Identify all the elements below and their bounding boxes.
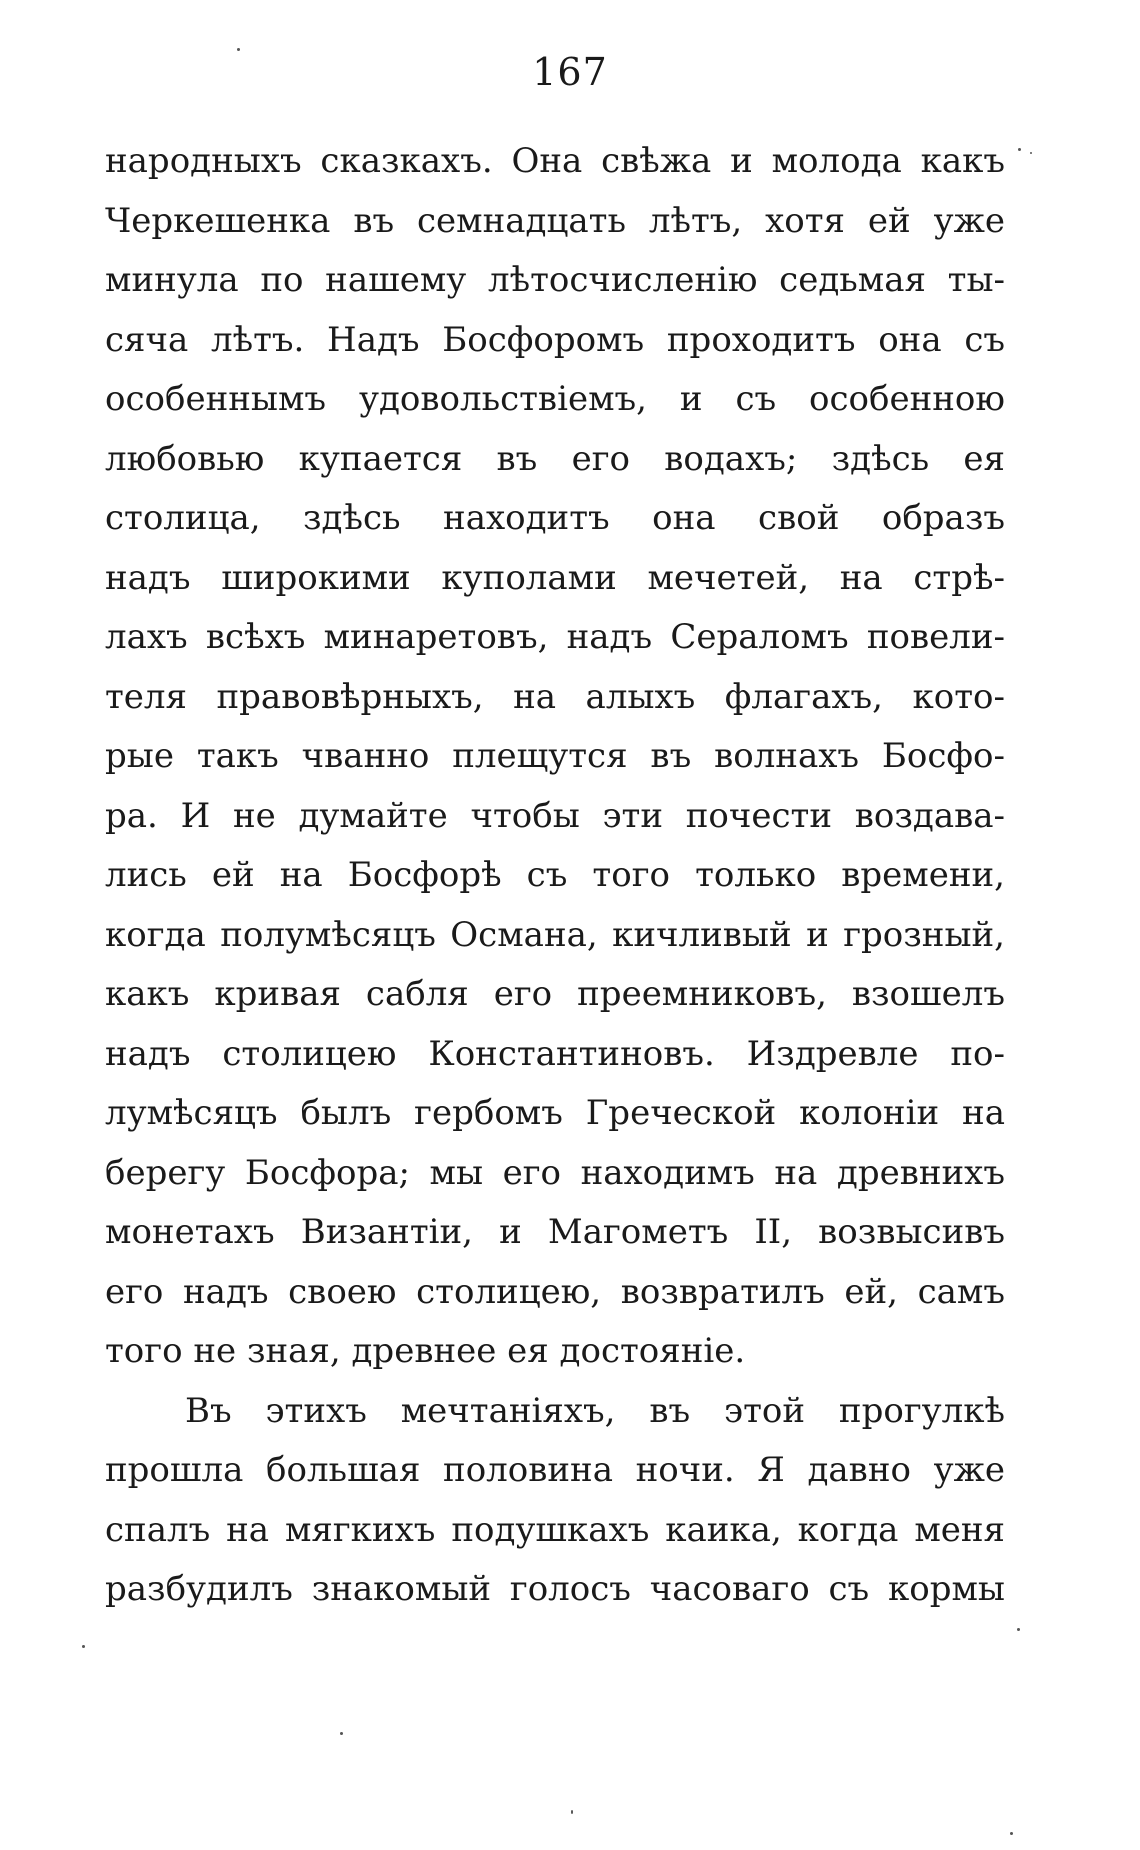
scan-speck: [571, 1810, 573, 1814]
scan-speck: [1030, 152, 1032, 154]
text-line: лись ей на Босфорѣ съ того только времени,: [105, 855, 1005, 895]
text-line: ра. И не думайте чтобы эти почести воздава-: [105, 795, 1005, 836]
text-line: столица, здѣсь находитъ она свой образъ: [105, 498, 1005, 538]
text-line: спалъ на мягкихъ подушкахъ каика, когда меня: [105, 1509, 1005, 1550]
body-text: [105, 132, 1005, 1620]
text-line: монетахъ Византіи, и Магометъ II, возвысивъ: [105, 1212, 1005, 1252]
text-line: рые такъ чванно плещутся въ волнахъ Босфо-: [105, 736, 1005, 776]
text-line: Въ этихъ мечтаніяхъ, въ этой прогулкѣ: [185, 1390, 1005, 1431]
scan-speck: [82, 1645, 85, 1648]
page-number: 167: [532, 50, 608, 94]
scan-speck: [1018, 148, 1021, 151]
text-line: берегу Босфора; мы его находимъ на древнихъ: [105, 1152, 1005, 1193]
text-line: Черкешенка въ семнадцать лѣтъ, хотя ей уже: [105, 200, 1005, 241]
text-line: минула по нашему лѣтосчисленію седьмая ты-: [105, 260, 1005, 300]
scan-speck: [340, 1732, 343, 1735]
scan-speck: [1010, 1832, 1013, 1835]
text-line: надъ столицею Константиновъ. Издревле по-: [105, 1033, 1005, 1074]
text-line: какъ кривая сабля его преемниковъ, взошелъ: [105, 974, 1005, 1014]
text-line: сяча лѣтъ. Надъ Босфоромъ проходитъ она съ: [105, 319, 1005, 360]
scan-speck: [237, 48, 240, 51]
text-line: прошла большая половина ночи. Я давно уже: [105, 1450, 1005, 1490]
text-line: когда полумѣсяцъ Османа, кичливый и грозный,: [105, 914, 1005, 955]
scan-speck: [1017, 1628, 1020, 1631]
text-line: надъ широкими куполами мечетей, на стрѣ-: [105, 557, 1005, 598]
text-line: особеннымъ удовольствіемъ, и съ особенною: [105, 379, 1005, 419]
text-line: того не зная, древнее ея достояніе.: [105, 1331, 746, 1371]
text-line: лахъ всѣхъ минаретовъ, надъ Сераломъ повели-: [105, 617, 1005, 657]
text-line: народныхъ сказкахъ. Она свѣжа и молода какъ: [105, 141, 1005, 181]
text-line: теля правовѣрныхъ, на алыхъ флагахъ, кото-: [105, 676, 1005, 717]
text-line: разбудилъ знакомый голосъ часоваго съ кормы: [105, 1569, 1005, 1609]
text-line: его надъ своею столицею, возвратилъ ей, самъ: [105, 1271, 1005, 1312]
text-line: любовью купается въ его водахъ; здѣсь ея: [105, 438, 1005, 479]
text-line: лумѣсяцъ былъ гербомъ Греческой колоніи на: [105, 1093, 1005, 1133]
